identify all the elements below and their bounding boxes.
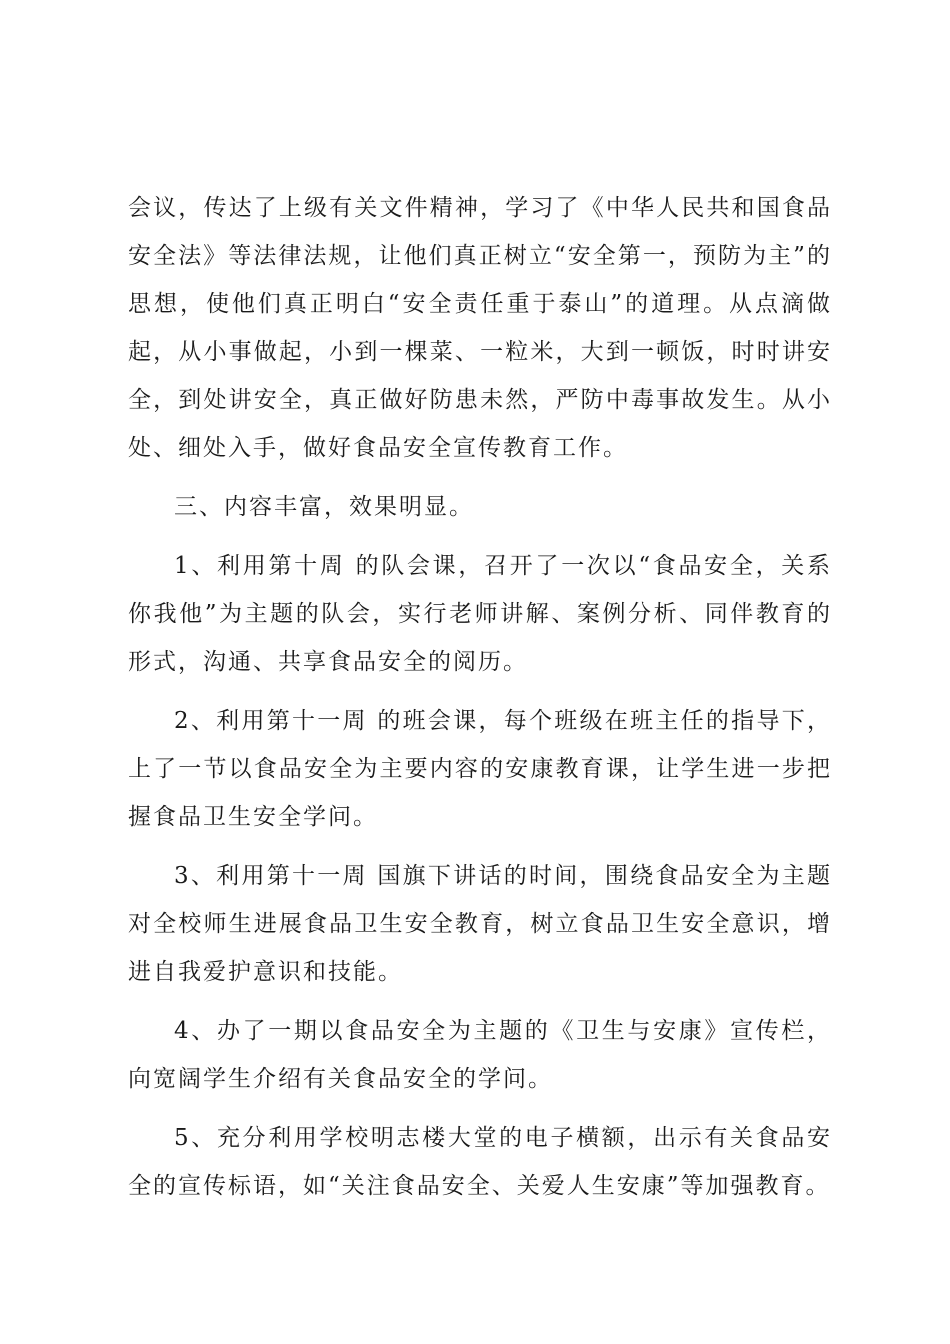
list-item-2: 2、利用第十一周 的班会课，每个班级在班主任的指导下，上了一节以食品安全为主要内容的安康教育课，让学生进一步把握食品卫生安全学问。 — [128, 708, 832, 830]
section-heading-3: 三、内容丰富，效果明显。 — [174, 494, 474, 520]
list-item-1: 1、利用第十周 的队会课，召开了一次以“食品安全，关系你我他”为主题的队会，实行老师讲解、案例分析、同伴教育的形式，沟通、共享食品安全的阅历。 — [128, 553, 832, 675]
list-item-5: 5、充分利用学校明志楼大堂的电子横额，出示有关食品安全的宣传标语，如“关注食品安全、关爱人生安康”等加强教育。 — [128, 1125, 832, 1199]
list-item-4: 4、办了一期以食品安全为主题的《卫生与安康》宣传栏，向宽阔学生介绍有关食品安全的学问。 — [128, 1018, 832, 1092]
paragraph-1: 会议，传达了上级有关文件精神，学习了《中华人民共和国食品安全法》等法律法规，让他们真正树立“安全第一，预防为主”的思想，使他们真正明白“安全责任重于泰山”的道理。从点滴做起，从小事做起，小到一棵菜、一粒米，大到一顿饭，时时讲安全，到处讲安全，真正做好防患未然，严防中毒事故发生。从小处、细处入手，做好食品安全宣传教育工作。 — [128, 195, 832, 461]
document-body — [128, 184, 832, 1221]
list-item-3: 3、利用第十一周 国旗下讲话的时间，围绕食品安全为主题对全校师生进展食品卫生安全教育，树立食品卫生安全意识，增进自我爱护意识和技能。 — [128, 863, 832, 985]
